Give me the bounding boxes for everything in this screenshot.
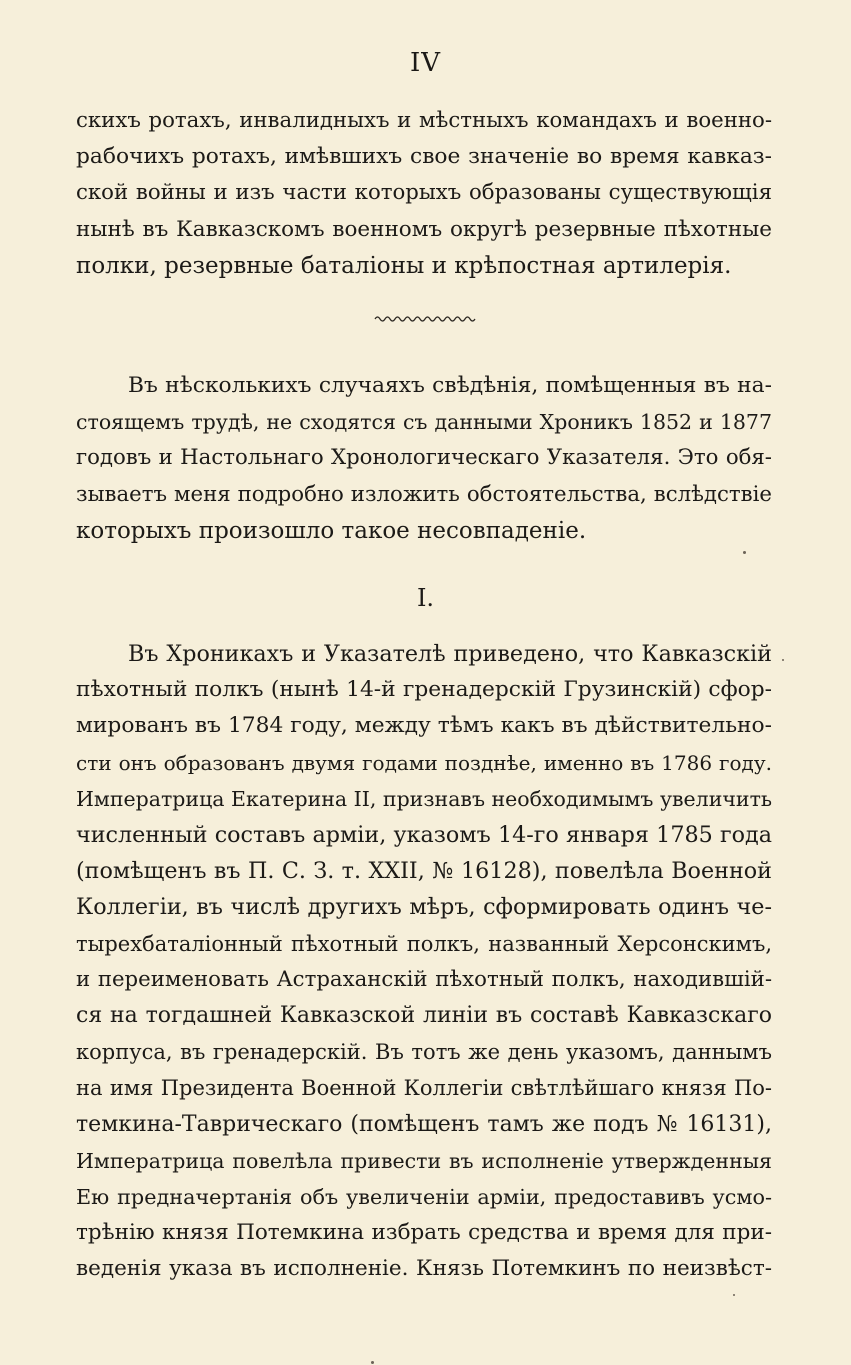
- intro-paragraph: [76, 103, 772, 284]
- text-line: пѣхотный полкъ (нынѣ 14-й гренадерскій Грузинскій) сфор-: [76, 677, 772, 703]
- text-line: ской войны и изъ части которыхъ образованы существующія: [76, 180, 772, 206]
- text-line: на имя Президента Военной Коллегіи свѣтлѣйшаго князя По-: [76, 1076, 772, 1101]
- text-line: зываетъ меня подробно изложить обстоятельства, вслѣдствіе: [76, 481, 772, 507]
- text-line: ся на тогдашней Кавказской линіи въ составѣ Кавказскаго: [76, 1003, 772, 1029]
- page-number: IV: [409, 48, 442, 78]
- text-line: численный составъ арміи, указомъ 14-го января 1785 года: [76, 822, 772, 849]
- section-paragraph: [76, 636, 772, 1288]
- text-line: корпуса, въ гренадерскій. Въ тотъ же день указомъ, даннымъ: [76, 1040, 772, 1065]
- wavy-rule-icon: [374, 313, 476, 325]
- section-heading: I.: [416, 584, 435, 612]
- text-line: рабочихъ ротахъ, имѣвшихъ свое значеніе во время кавказ-: [76, 144, 772, 170]
- text-line: Въ нѣсколькихъ случаяхъ свѣдѣнія, помѣщенныя въ на-: [128, 373, 772, 398]
- paper-speck: [743, 551, 746, 554]
- text-line: Императрица повелѣла привести въ исполненіе утвержденныя: [76, 1148, 772, 1173]
- note-paragraph: [76, 368, 772, 549]
- text-line: и переименовать Астраханскій пѣхотный полкъ, находившій-: [76, 966, 772, 992]
- text-line: полки, резервные баталіоны и крѣпостная артилерія.: [76, 252, 732, 279]
- text-line: Императрица Екатерина II, признавъ необходимымъ увеличить: [76, 786, 773, 811]
- paper-speck: [371, 1361, 374, 1364]
- paper-speck: [733, 1294, 735, 1296]
- text-line: которыхъ произошло такое несовпаденіе.: [76, 517, 587, 544]
- text-line: Коллегіи, въ числѣ другихъ мѣръ, сформировать одинъ че-: [76, 894, 772, 921]
- text-line: трѣнію князя Потемкина избрать средства и время для при-: [76, 1220, 772, 1246]
- text-line: темкина-Таврическаго (помѣщенъ тамъ же подъ № 16131),: [76, 1111, 772, 1137]
- text-line: годовъ и Настольнаго Хронологическаго Указателя. Это обя-: [76, 445, 772, 471]
- text-line: Въ Хроникахъ и Указателѣ приведено, что Кавказскій: [128, 641, 772, 667]
- text-line: скихъ ротахъ, инвалидныхъ и мѣстныхъ командахъ и военно-: [76, 108, 772, 133]
- text-line: нынѣ въ Кавказскомъ военномъ округѣ резервные пѣхотные: [76, 216, 772, 242]
- text-line: (помѣщенъ въ П. С. З. т. XXII, № 16128), повелѣла Военной: [76, 858, 772, 885]
- paper-speck: [782, 659, 784, 661]
- text-line: стоящемъ трудѣ, не сходятся съ данными Хроникъ 1852 и 1877: [76, 410, 772, 435]
- text-line: веденія указа въ исполненіе. Князь Потемкинъ по неизвѣст-: [76, 1256, 772, 1282]
- text-line: мированъ въ 1784 году, между тѣмъ какъ въ дѣйствительно-: [76, 713, 772, 739]
- text-line: сти онъ образованъ двумя годами позднѣе, именно въ 1786 году.: [76, 750, 772, 775]
- text-line: тырехбаталіонный пѣхотный полкъ, названный Херсонскимъ,: [76, 931, 772, 956]
- text-line: Ею предначертанія объ увеличеніи арміи, предоставивъ усмо-: [76, 1185, 772, 1210]
